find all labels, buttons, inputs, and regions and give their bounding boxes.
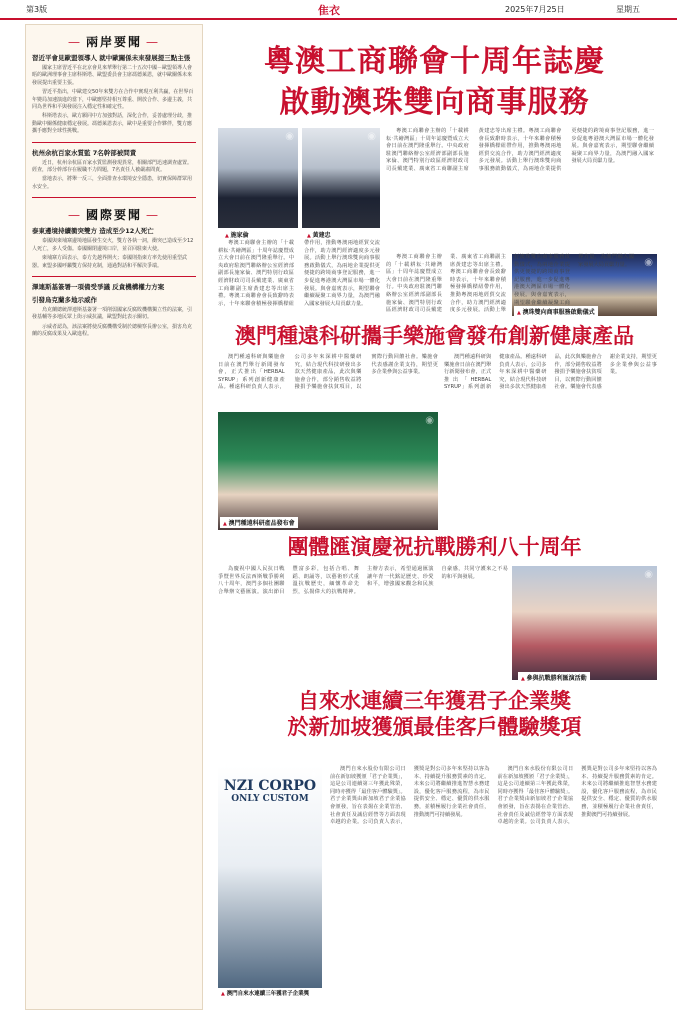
award-banner-text: NZI CORPO: [223, 778, 317, 794]
issue-date: 2025年7月25日: [505, 5, 565, 14]
main-story-body-right: [386, 128, 654, 252]
page-number: 第3版: [26, 5, 48, 14]
sidebar-paragraph: 近日，杭州余杭區百家水質監測發現異常，相關部門迅速調查處置。經查，部分幹部存在履職不力問題，7名責任人被嚴肅問責。: [32, 159, 193, 174]
article-text: 澳門自來水股份有限公司日前在新加坡獲頒「君子企業獎」，這是公司連續第三年獲此殊榮，同時亦獲得「最佳客戶體驗獎」。君子企業獎由新加坡君子企業協會頒發，旨在表揚在企業管治、社會責任及誠信經營等方面表現卓越的企業。公司負責人表示，獲獎是對公司多年來堅持以客為本、持續提升服務質素的肯定。未來公司將繼續推進智慧水務建設，優化客戶服務流程，為市民提供安全、穩定、優質的供水服務，並積極履行企業社會責任，推動澳門可持續發展。: [330, 766, 490, 826]
portrait-photo: [302, 128, 380, 228]
photo-caption: ▲ 黃建忠: [304, 229, 334, 240]
story4-headline-line1: 自來水連續三年獲君子企業獎: [298, 688, 571, 713]
story3-headline: 團體匯演慶祝抗戰勝利八十周年: [287, 534, 582, 559]
article-text: 粵澳工商聯會主辦的「十載耕耘‧共繪灣區」十周年誌慶暨成立大會日前在澳門隆重舉行。中央政府駐澳門聯絡辦公室經濟部副部長施家倫、澳門特別行政區經濟財政司司長戴建業、廣東省工商聯副主席黃建忠等出席主禮。粵澳工商聯會會長致辭時表示，十年來聯會積極發揮橋樑紐帶作用，推動粵澳兩地經貿交流合作，助力澳門經濟適度多元發展。活動上舉行澳珠雙向商事服務啟動儀式，為兩地企業提供更便捷的跨境商事登記服務，進一步促進粵港澳大灣區市場一體化發展。與會嘉賓表示，期望聯會繼續凝聚工商界力量，為澳門融入國家發展大局貢獻力量。: [218, 240, 380, 307]
sidebar-subheadline: 引發烏克蘭多地示威作: [32, 295, 97, 304]
photo-caption: ▲ 澳門自來水連續三年獲君子企業獎: [218, 990, 322, 999]
camera-icon: ◉: [285, 131, 294, 142]
photo-caption: ▲ 澳門種遠科研產品發布會: [220, 517, 298, 528]
sidebar-paragraph: 習近平指出，中歐建交50年來雙方在合作中實現互利共贏，在世界百年變局加速演進的當下，中歐應堅持相互尊重、開放合作、多邊主義，共同為世界和平與發展注入穩定性和確定性。: [32, 89, 194, 111]
story2-headline: 澳門種遠科研攜手樂施會發布創新健康產品: [235, 323, 634, 348]
main-story-body-left: [218, 240, 380, 318]
sidebar-headline: 杭州余杭百家水質監 7名幹部被問責: [32, 148, 137, 157]
story3-body: [218, 566, 508, 682]
sidebar-paragraph: 烏克蘭總統澤連斯基簽署一項削弱國家反腐敗機構獨立性的法案，引發基輔等多地民眾上街示威抗議，歐盟對此表示關切。: [32, 306, 193, 321]
product-launch-photo: [218, 412, 438, 530]
news-sidebar: [25, 24, 203, 1010]
article-text: 粵澳工商聯會主辦的「十載耕耘‧共繪灣區」十周年誌慶暨成立大會日前在澳門隆重舉行。中央政府駐澳門聯絡辦公室經濟部副部長施家倫、澳門特別行政區經濟財政司司長戴建業、廣東省工商聯副主席黃建忠等出席主禮。粵澳工商聯會會長致辭時表示，十年來聯會積極發揮橋樑紐帶作用，推動粵澳兩地經貿交流合作，助力澳門經濟適度多元發展。活動上舉行澳珠雙向商事服務啟動儀式，為兩地企業提供更便捷的跨境商事登記服務，進一步促進粵港澳大灣區市場一體化發展。與會嘉賓表示，期望聯會繼續凝聚工商界力量，為澳門融入國家發展大局貢獻力量。: [386, 128, 654, 172]
section-title-international: — 國際要聞 —: [26, 206, 202, 223]
sidebar-paragraph: 當地表示，將舉一反三，全面排查水環境安全隱患，切實保障群眾用水安全。: [32, 176, 193, 190]
award-banner-text: ONLY CUSTOM: [231, 794, 309, 804]
story2-body-right: [444, 354, 657, 526]
story4-headline-line2: 於新加坡獲頒最佳客戶體驗獎項: [287, 714, 582, 739]
photo-caption: ▲ 施家倫: [222, 229, 252, 240]
sidebar-paragraph: 國家主席習近平在北京會見來華舉行第二十五次中國－歐盟領導人會晤的歐洲理事會主席科斯塔、歐盟委員會主席馮德萊恩，就中歐關係未來發展提出重要主張。: [32, 65, 193, 86]
sidebar-paragraph: 泰國與柬埔寨邊境地區發生交火，雙方各執一詞，衝突已造成至少12人死亡，多人受傷。泰國關閉邊境口岸，並召回駐柬大使。: [32, 238, 194, 252]
sidebar-paragraph: 科斯塔表示，歐方願同中方加強對話，深化合作，妥善處理分歧，推動歐中關係健康穩定發展。馮德萊恩表示，歐中是重要合作夥伴，雙方應攜手應對全球性挑戰。: [32, 113, 193, 135]
sidebar-headline: 習近平會見歐盟領導人 就中歐關係未來發展提三點主張: [32, 54, 191, 62]
section-title-cross-strait: — 兩岸要聞 —: [26, 33, 202, 50]
sidebar-headline: 澤連斯基簽署一項備受爭議 反貪機構權力方案: [32, 282, 165, 291]
sidebar-paragraph: 示威者認為，該法案將使反腐機構受制於總檢察長辦公室，損害烏克蘭的反腐成果及入歐進程。: [32, 323, 193, 338]
photo-caption: ▲ 參與抗戰勝利匯演活動: [518, 672, 590, 683]
page-header: [0, 0, 677, 20]
camera-icon: ◉: [644, 257, 653, 268]
divider: [32, 197, 196, 198]
sidebar-paragraph: 柬埔寨方面表示，泰方先越界開火；泰國則指柬方率先使用重型武器。東盟多國呼籲雙方保持克制，通過對話和平解決爭端。: [32, 255, 188, 269]
newspaper-brand: 隹衣: [318, 4, 340, 17]
camera-icon: ◉: [309, 769, 318, 780]
camera-icon: ◉: [367, 131, 376, 142]
story4-body: [330, 766, 657, 1010]
performance-photo: [512, 566, 657, 680]
story2-body: [218, 354, 438, 410]
divider: [32, 276, 196, 277]
article-text: 澳門種遠科研與樂施會日前在澳門舉行新聞發布會，正式推出「HERBAL SYRUP」系列創新健康產品。種遠科研負責人表示，公司多年來深耕中醫藥研究，結合現代科技研發出多款天然健康產品，此次與樂施會合作，部分銷售收益將撥捐予樂施會扶貧項目，以實際行動回饋社會。樂施會代表感謝企業支持，期望更多企業參與公益事業。: [444, 354, 657, 391]
main-story-body-tail: [386, 254, 634, 318]
article-text: 澳門種遠科研與樂施會日前在澳門舉行新聞發布會，正式推出「HERBAL SYRUP」系列創新健康產品。種遠科研負責人表示，公司多年來深耕中醫藥研究，結合現代科技研發出多款天然健康產品，此次與樂施會合作，部分銷售收益將撥捐予樂施會扶貧項目，以實際行動回饋社會。樂施會代表感謝企業支持，期望更多企業參與公益事業。: [218, 354, 438, 391]
sidebar-headline: 泰東邊境持續衝突雙方 造成至少12人死亡: [32, 227, 154, 236]
camera-icon: ◉: [644, 569, 653, 580]
main-headline-line2: 啟動澳珠雙向商事服務: [279, 85, 590, 120]
main-headline-line1: 粵澳工商聯會十周年誌慶: [264, 44, 605, 79]
article-text: 粵澳工商聯會主辦的「十載耕耘‧共繪灣區」十周年誌慶暨成立大會日前在澳門隆重舉行。中央政府駐澳門聯絡辦公室經濟部副部長施家倫、澳門特別行政區經濟財政司司長戴建業、廣東省工商聯副主席黃建忠等出席主禮。粵澳工商聯會會長致辭時表示，十年來聯會積極發揮橋樑紐帶作用，推動粵澳兩地經貿交流合作，助力澳門經濟適度多元發展。活動上舉行澳珠雙向商事服務啟動儀式，為兩地企業提供更便捷的跨境商事登記服務，進一步促進粵港澳大灣區市場一體化發展。與會嘉賓表示，期望聯會繼續凝聚工商界力量，為澳門融入國家發展大局貢獻力量。: [386, 254, 634, 314]
photo-caption: ▲ 澳珠雙向商事服務啟動儀式: [514, 306, 598, 317]
award-photo: [218, 766, 322, 988]
divider: [32, 142, 196, 143]
weekday: 星期五: [616, 5, 640, 14]
article-text: 為慶祝中國人民抗日戰爭暨世界反法西斯戰爭勝利八十周年，澳門多個社團聯合舉辦文藝匯演。演出節目豐富多彩，包括合唱、舞蹈、朗誦等，以藝術形式重溫抗戰歷史，緬懷革命先烈，弘揚偉大的抗戰精神。主辦方表示，希望通過匯演讓年青一代銘記歷史、珍愛和平，增強國家觀念和民族自豪感，共同守護來之不易的和平與發展。: [218, 566, 508, 595]
article-text: 澳門自來水股份有限公司日前在新加坡獲頒「君子企業獎」，這是公司連續第三年獲此殊榮，同時亦獲得「最佳客戶體驗獎」。君子企業獎由新加坡君子企業協會頒發，旨在表揚在企業管治、社會責任及誠信經營等方面表現卓越的企業。公司負責人表示，獲獎是對公司多年來堅持以客為本、持續提升服務質素的肯定。未來公司將繼續推進智慧水務建設，優化客戶服務流程，為市民提供安全、穩定、優質的供水服務，並積極履行企業社會責任，推動澳門可持續發展。: [497, 766, 657, 826]
portrait-photo: [218, 128, 298, 228]
camera-icon: ◉: [425, 415, 434, 426]
